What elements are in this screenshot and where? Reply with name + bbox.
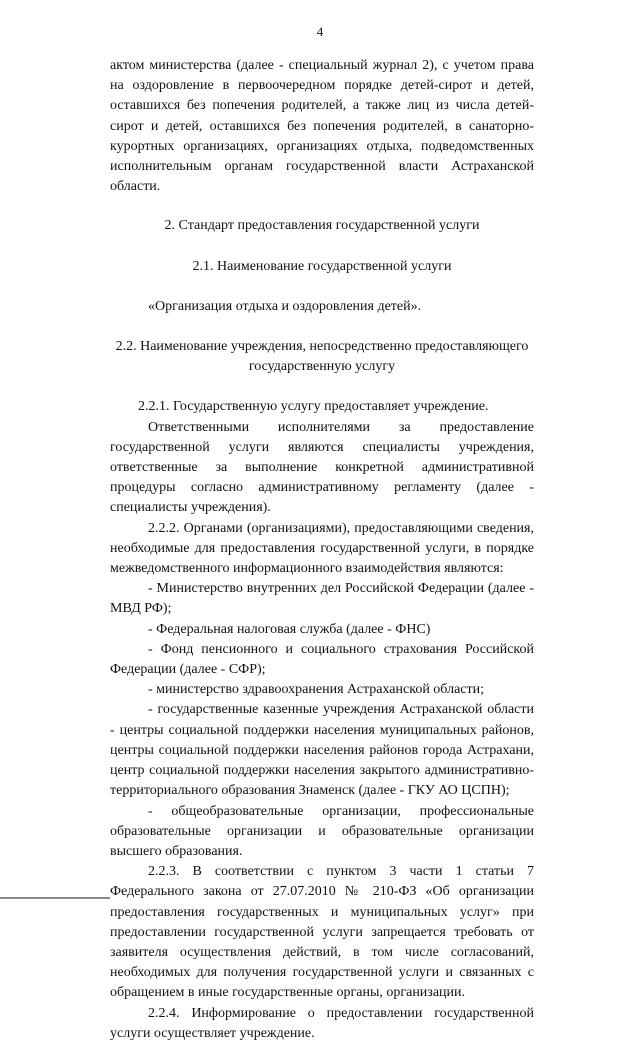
list-item: - общеобразовательные организации, профессиональные образовательные организации и образовательные организации высшего образования.	[110, 803, 534, 859]
section-heading: 2. Стандарт предоставления государственной услуги	[164, 218, 480, 234]
list-item: - Министерство внутренних дел Российской Федерации (далее - МВД РФ);	[110, 581, 534, 617]
subsection-2-1-heading: 2.1. Наименование государственной услуги	[192, 258, 452, 274]
paragraph-responsible: Ответственными исполнителями за предоставление государственной услуги являются специалисты учреждения, ответственные за выполнение конкретной административной процедуры согласно административному регламенту (далее - специалисты учреждения).	[110, 419, 534, 516]
intro-paragraph: актом министерства (далее - специальный журнал 2), с учетом права на оздоровление в первоочередном порядке детей-сирот и детей, оставшихся без попечения родителей, а также лиц из числа детей-сирот и детей, оставшихся без попечения родителей, в санаторно-курортных организациях, организациях отдыха, подведомственных исполнительным органам государственной власти Астраханской области.	[110, 58, 534, 195]
list-item: - Фонд пенсионного и социального страхования Российской Федерации (далее - СФР);	[110, 641, 534, 678]
paragraph-2-2-3: 2.2.3. В соответствии с пунктом 3 части 1 статьи 7 Федерального закона от 27.07.2010 № 210-ФЗ «Об организации предоставления государственных и муниципальных услуг» при предоставлении государственной услуги запрещается требовать от заявителя осуществления действий, в том числе согласований, необходимых для получения государственной услуги и связанных с обращением в иные государственные органы, организации.	[110, 864, 534, 1001]
list-item: - Федеральная налоговая служба (далее - ФНС)	[148, 621, 431, 637]
list-item: - министерство здравоохранения Астраханской области;	[148, 682, 484, 698]
document-body	[110, 56, 534, 1044]
list-item: - государственные казенные учреждения Астраханской области - центры социальной поддержки населения муниципальных районов, центры социальной поддержки населения районов города Астрахани, центр социальной поддержки населения закрытого административно-территориального образования Знаменск (далее - ГКУ АО ЦСПН);	[110, 702, 534, 799]
page-number: 4	[316, 24, 324, 39]
scan-edge-line	[0, 897, 110, 899]
paragraph-2-2-1: 2.2.1. Государственную услугу предоставляет учреждение.	[138, 399, 489, 415]
subsection-2-2-heading: 2.2. Наименование учреждения, непосредственно предоставляющего государственную услугу	[115, 339, 529, 375]
paragraph-2-2-4: 2.2.4. Информирование о предоставлении государственной услуги осуществляет учреждение.	[110, 1005, 534, 1041]
paragraph-2-2-2: 2.2.2. Органами (организациями), предоставляющими сведения, необходимые для предоставления государственной услуги, в порядке межведомственного информационного взаимодействия являются:	[110, 520, 534, 577]
service-name: «Организация отдыха и оздоровления детей».	[148, 298, 422, 314]
